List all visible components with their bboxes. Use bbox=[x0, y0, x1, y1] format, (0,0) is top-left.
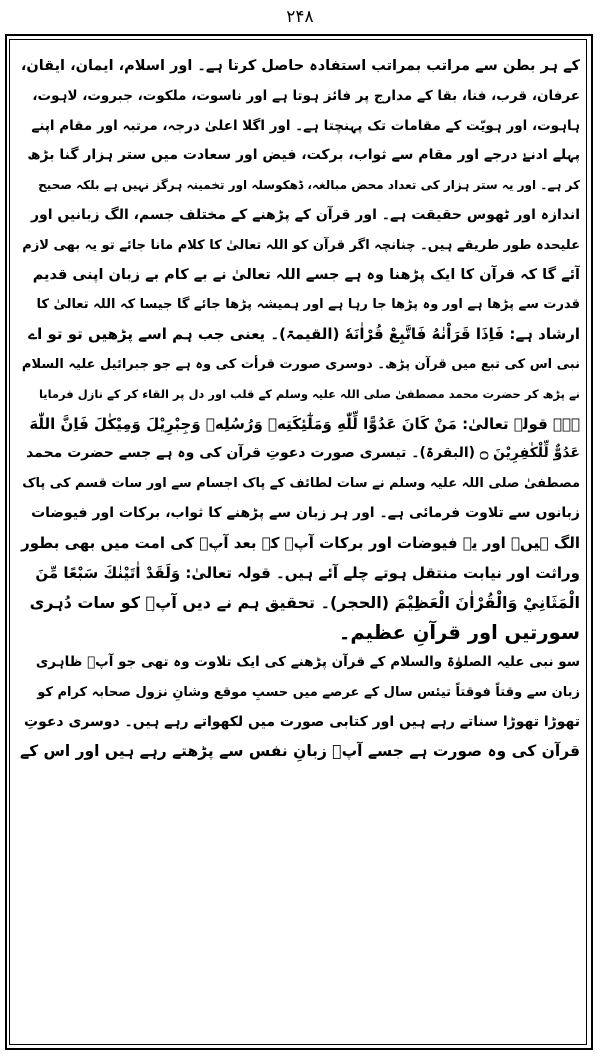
body-text bbox=[18, 52, 580, 1042]
text-line: الْمَثَانِيْ وَالْقُرْاٰنَ الْعَظِيْمَ (الحجر)۔ تحقیق ہم نے دیں آپؐ کو سات دُہری bbox=[29, 593, 580, 613]
text-line: اندازہ اور ٹھوس حقیقت ہے۔ اور قرآن کے پڑھنے کے مختلف جسم، الگ زبانیں اور bbox=[30, 206, 580, 223]
text-line: زبانوں سے تلاوت فرمائی ہے۔ اور ہر زبان سے پڑھنے کا ثواب، برکات اور فیوضات bbox=[31, 504, 580, 521]
text-line: سورتیں اور قرآنِ عظیم۔ bbox=[338, 621, 580, 645]
text-line: پہلے ادنےٰ درجے اور مقام سے ثواب، برکت، فیض اور سعادت میں ستر ہزار گنا بڑھ bbox=[27, 147, 580, 164]
text-line: الگ ہیں۔ اور یہ فیوضات اور برکات آپؐ کے بعد آپؐ کی امت میں بھی بطور bbox=[21, 533, 580, 552]
text-line: تھوڑا تھوڑا سناتے رہے ہیں اور کتابی صورت میں لکھواتے رہے ہیں۔ دوسری دعوتِ bbox=[24, 713, 580, 730]
text-line: ہے۔ قولہ تعالیٰ: مَنْ كَانَ عَدُوًّا لِّلّٰهِ وَمَلٰٓئِكَتِهٖ وَرُسُلِهٖ وَجِبْرِيْلَ وَمِيْكٰلَ فَاِنَّ اللّٰهَ bbox=[29, 414, 580, 433]
text-line: قرآن کی وہ صورت ہے جسے آپؐ زبانِ نفس سے پڑھتے رہے ہیں اور اس کے bbox=[20, 742, 580, 761]
text-line: وراثت اور نیابت منتقل ہوتے چلے آئے ہیں۔ قولہ تعالیٰ: وَلَقَدْ اٰتَيْنٰكَ سَبْعًا مِّنَ bbox=[35, 563, 580, 582]
text-line: آئے گا کہ قرآن کا ایک پڑھنا وہ ہے جسے اللہ تعالیٰ نے بے کام بے زبان اپنی قدیم bbox=[32, 266, 580, 283]
text-line: قدرت سے پڑھا ہے اور وہ پڑھا جا رہا ہے اور ہمیشہ پڑھا جائے گا جیسا کہ اللہ تعالیٰ کا bbox=[36, 297, 580, 313]
text-line: کے ہر بطن سے مراتب بمراتب استفادہ حاصل کرتا ہے۔ اور اسلام، ایمان، ایقان، bbox=[20, 58, 580, 74]
text-line: نبی اس کی تبع میں قرآن پڑھ۔ دوسری صورت قرأت کی وہ ہے جو جبرائیل علیہ السلام bbox=[21, 356, 580, 372]
page-number: ۲۴۸ bbox=[286, 7, 314, 27]
text-line: عرفان، قرب، فنا، بقا کے مدارج پر فائز ہوتا ہے اور ناسوت، ملکوت، جبروت، لاہوت، bbox=[32, 87, 580, 104]
text-line: سو نبی علیہ الصلوٰۃ والسلام کے قرآن پڑھنے کی ایک تلاوت وہ تھی جو آپؐ ظاہری bbox=[35, 653, 580, 670]
text-line: نے پڑھ کر حضرت محمد مصطفیٰ صلی اللہ علیہ وسلم کے قلب اور دل پر القاء کر کے نازل فرمایا bbox=[38, 386, 580, 401]
text-line: زبان سے وقتاً فوقتاً تیئس سال کے عرصے میں حسبِ موقع وشانِ نزول صحابہ کرام کو bbox=[37, 684, 580, 700]
text-line: مصطفیٰ صلی اللہ علیہ وسلم نے سات لطائف کے پاک اجسام سے اور سات قسم کی پاک bbox=[22, 476, 580, 492]
text-line: کر ہے۔ اور یہ ستر ہزار کی تعداد محض مبالغہ، ڈھکوسلہ اور تخمینہ ہرگز نہیں ہے بلکہ صحیح bbox=[38, 178, 580, 193]
text-line: ارشاد ہے: فَاِذَا قَرَاْنٰهُ فَاتَّبِعْ قُرْاٰنَهٗ (القیمۃ)۔ یعنی جب ہم اسے پڑھیں تو تو اے bbox=[28, 325, 580, 344]
text-line: عَدُوٌّ لِّلْكٰفِرِيْنَ ۝ (البقرۃ)۔ تیسری صورت دعوتِ قرآن کی وہ ہے جسے حضرت محمد bbox=[26, 445, 580, 462]
text-line: ہاہوت، اور ہویّت کے مقامات تک پہنچتا ہے۔ اور اگلا اعلیٰ درجہ، مرتبہ اور مقام اپنے bbox=[31, 117, 580, 134]
text-line: علیحدہ طور طریقے ہیں۔ چنانچہ اگر قرآن کو اللہ تعالیٰ کا کلام مانا جائے تو یہ بھی لازم bbox=[22, 237, 580, 253]
